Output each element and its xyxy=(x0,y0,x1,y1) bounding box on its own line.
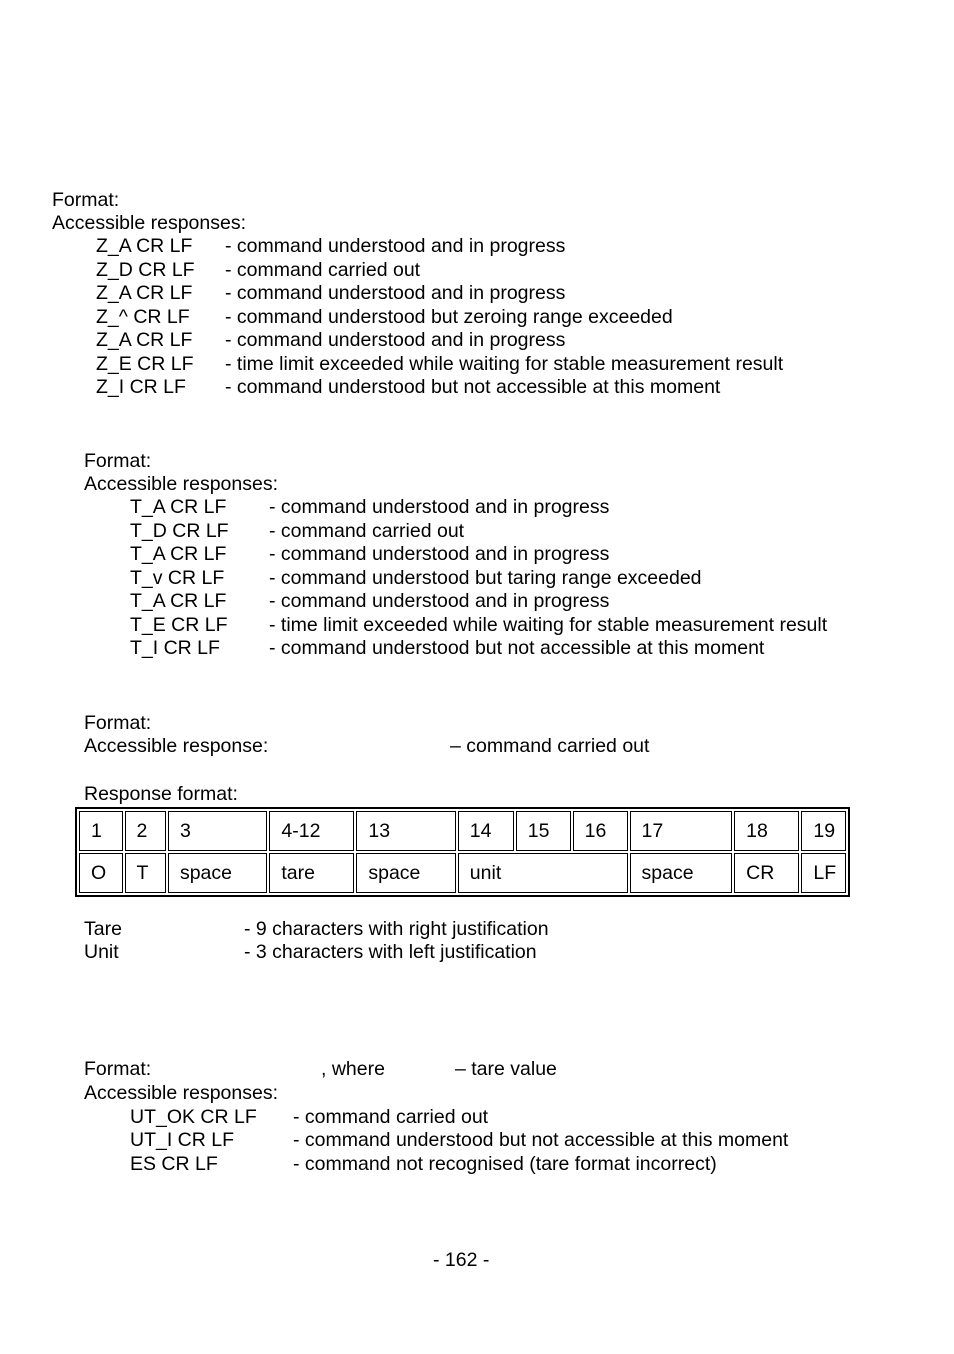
note-desc: - 9 characters with right justification xyxy=(244,918,549,940)
table-cell: 18 xyxy=(734,811,799,851)
ut-format-label: Format: xyxy=(84,1058,152,1080)
ut-response-desc: - command not recognised (tare format incorrect) xyxy=(293,1153,717,1175)
t-response-code: T_I CR LF xyxy=(130,637,220,659)
page-number: - 162 - xyxy=(433,1249,490,1271)
t-response-code: T_A CR LF xyxy=(130,590,227,612)
z-responses-label: Accessible responses: xyxy=(52,212,247,234)
table-cell: space xyxy=(356,853,455,893)
z-response-code: Z_E CR LF xyxy=(96,353,194,375)
t-format-label: Format: xyxy=(84,450,152,472)
ut-response-desc: - command understood but not accessible at this moment xyxy=(293,1129,789,1151)
note-term: Unit xyxy=(84,941,119,963)
response-format-label: Response format: xyxy=(84,783,238,805)
z-response-code: Z_A CR LF xyxy=(96,235,193,257)
table-cell: space xyxy=(630,853,733,893)
z-response-code: Z_I CR LF xyxy=(96,376,186,398)
t-response-desc: - command understood and in progress xyxy=(269,496,610,518)
table-cell: 13 xyxy=(356,811,455,851)
table-cell: 14 xyxy=(458,811,514,851)
z-response-desc: - command understood and in progress xyxy=(225,329,566,351)
t-response-desc: - time limit exceeded while waiting for stable measurement result xyxy=(269,614,828,636)
z-response-desc: - command understood but zeroing range exceeded xyxy=(225,306,673,328)
z-response-code: Z_A CR LF xyxy=(96,282,193,304)
t-response-code: T_D CR LF xyxy=(130,520,229,542)
table-cell: 2 xyxy=(125,811,166,851)
table-cell: 3 xyxy=(168,811,267,851)
t-response-desc: - command understood but not accessible at this moment xyxy=(269,637,765,659)
table-cell: 4-12 xyxy=(269,811,354,851)
table-cell: space xyxy=(168,853,267,893)
note-term: Tare xyxy=(84,918,122,940)
ut-response-code: ES CR LF xyxy=(130,1153,218,1175)
ut-tare-desc: – tare value xyxy=(455,1058,557,1080)
table-cell: 19 xyxy=(801,811,846,851)
ot-response-desc: – command carried out xyxy=(450,735,650,757)
table-cell: 15 xyxy=(516,811,571,851)
z-response-desc: - command understood and in progress xyxy=(225,235,566,257)
z-response-code: Z_A CR LF xyxy=(96,329,193,351)
table-row xyxy=(79,853,846,893)
t-response-desc: - command understood but taring range exceeded xyxy=(269,567,702,589)
table-cell: O xyxy=(79,853,123,893)
z-format-label: Format: xyxy=(52,189,120,211)
table-cell: unit xyxy=(458,853,628,893)
t-response-code: T_v CR LF xyxy=(130,567,225,589)
z-response-code: Z_^ CR LF xyxy=(96,306,190,328)
response-format-table xyxy=(75,807,850,897)
ut-response-code: UT_I CR LF xyxy=(130,1129,235,1151)
t-response-code: T_A CR LF xyxy=(130,543,227,565)
table-cell: CR xyxy=(734,853,799,893)
table-cell: T xyxy=(125,853,166,893)
z-response-desc: - command understood and in progress xyxy=(225,282,566,304)
z-response-desc: - command understood but not accessible at this moment xyxy=(225,376,721,398)
t-responses-label: Accessible responses: xyxy=(84,473,279,495)
ut-response-code: UT_OK CR LF xyxy=(130,1106,257,1128)
ot-response-label: Accessible response: xyxy=(84,735,269,757)
table-header-row xyxy=(79,811,846,851)
table-cell: 1 xyxy=(79,811,123,851)
table-cell: LF xyxy=(801,853,846,893)
ut-where-text: , where xyxy=(321,1058,385,1080)
note-desc: - 3 characters with left justification xyxy=(244,941,537,963)
ut-response-desc: - command carried out xyxy=(293,1106,489,1128)
ut-responses-label: Accessible responses: xyxy=(84,1082,279,1104)
z-response-desc: - time limit exceeded while waiting for stable measurement result xyxy=(225,353,784,375)
z-response-code: Z_D CR LF xyxy=(96,259,195,281)
table-cell: 16 xyxy=(573,811,628,851)
t-response-code: T_A CR LF xyxy=(130,496,227,518)
table-cell: tare xyxy=(269,853,354,893)
ot-format-label: Format: xyxy=(84,712,152,734)
t-response-desc: - command carried out xyxy=(269,520,465,542)
t-response-code: T_E CR LF xyxy=(130,614,228,636)
t-response-desc: - command understood and in progress xyxy=(269,543,610,565)
table-cell: 17 xyxy=(630,811,733,851)
t-response-desc: - command understood and in progress xyxy=(269,590,610,612)
z-response-desc: - command carried out xyxy=(225,259,421,281)
